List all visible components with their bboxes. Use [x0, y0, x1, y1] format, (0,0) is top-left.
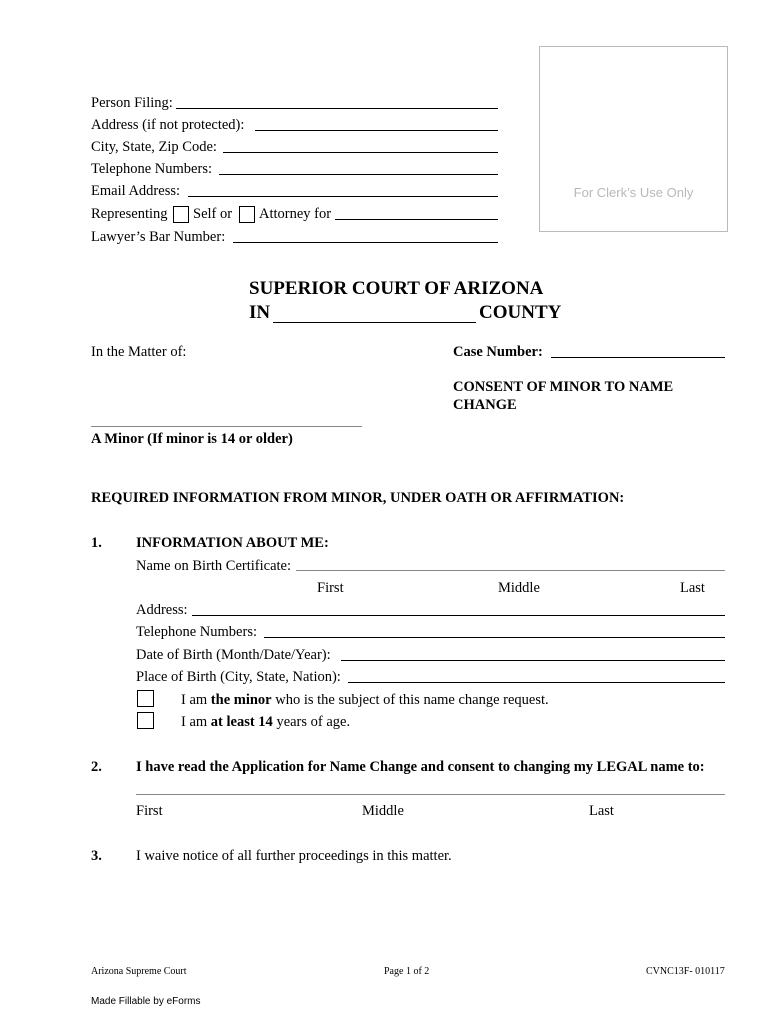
footer-court: Arizona Supreme Court — [91, 966, 187, 977]
email-field[interactable] — [188, 196, 498, 197]
age-14-checkbox[interactable] — [137, 712, 154, 729]
place-of-birth-label: Place of Birth (City, State, Nation): — [136, 669, 341, 685]
person-filing-field[interactable] — [176, 108, 498, 109]
minor-telephone-field[interactable] — [264, 637, 725, 638]
minor-telephone-label: Telephone Numbers: — [136, 624, 257, 640]
birth-cert-middle-label: Middle — [498, 580, 540, 596]
county-field[interactable] — [273, 322, 476, 323]
place-of-birth-field[interactable] — [348, 682, 725, 683]
representing-label: Representing — [91, 206, 168, 222]
new-name-middle-label: Middle — [362, 803, 404, 819]
required-info-heading: REQUIRED INFORMATION FROM MINOR, UNDER OATH OR AFFIRMATION: — [91, 490, 625, 506]
document-title-line1: CONSENT OF MINOR TO NAME — [453, 379, 674, 395]
birth-cert-first-label: First — [317, 580, 344, 596]
footer-page: Page 1 of 2 — [384, 966, 430, 977]
age-14-statement: I am at least 14 years of age. — [181, 714, 351, 730]
document-title-line2: CHANGE — [453, 397, 517, 413]
address-label: Address (if not protected): — [91, 117, 245, 133]
is-minor-statement: I am the minor who is the subject of this name change request. — [181, 692, 549, 708]
is-minor-checkbox[interactable] — [137, 690, 154, 707]
telephone-field[interactable] — [219, 174, 498, 175]
bar-number-field[interactable] — [233, 242, 498, 243]
telephone-label: Telephone Numbers: — [91, 161, 212, 177]
minor-name-field[interactable] — [91, 426, 362, 427]
email-label: Email Address: — [91, 183, 181, 199]
birth-cert-last-label: Last — [680, 580, 705, 596]
section1-heading: INFORMATION ABOUT ME: — [136, 535, 329, 551]
matter-of-label: In the Matter of: — [91, 344, 187, 360]
birth-cert-name-field[interactable] — [296, 570, 725, 571]
city-state-zip-label: City, State, Zip Code: — [91, 139, 217, 155]
new-name-first-label: First — [136, 803, 163, 819]
attorney-for-field[interactable] — [335, 219, 498, 220]
dob-label: Date of Birth (Month/Date/Year): — [136, 647, 331, 663]
person-filing-label: Person Filing: — [91, 95, 173, 111]
made-fillable-label: Made Fillable by eForms — [91, 996, 201, 1007]
minor-address-field[interactable] — [192, 615, 725, 616]
court-county-label: COUNTY — [479, 302, 562, 323]
clerk-use-box — [539, 46, 728, 232]
new-name-last-label: Last — [589, 803, 614, 819]
case-number-label: Case Number: — [453, 344, 543, 360]
section2-number: 2. — [91, 759, 102, 775]
address-field[interactable] — [255, 130, 498, 131]
court-in-label: IN — [249, 302, 271, 323]
self-checkbox[interactable] — [173, 206, 189, 223]
self-or-label: Self or — [193, 206, 233, 222]
court-title: SUPERIOR COURT OF ARIZONA — [249, 278, 544, 299]
section3-text: I waive notice of all further proceedings in this matter. — [136, 848, 452, 864]
dob-field[interactable] — [341, 660, 725, 661]
clerk-use-label: For Clerk’s Use Only — [573, 185, 694, 200]
bar-number-label: Lawyer’s Bar Number: — [91, 229, 226, 245]
city-state-zip-field[interactable] — [223, 152, 498, 153]
minor-label: A Minor (If minor is 14 or older) — [91, 431, 293, 447]
new-legal-name-field[interactable] — [136, 794, 725, 795]
footer-form-code: CVNC13F- 010117 — [646, 966, 725, 977]
section3-number: 3. — [91, 848, 102, 864]
attorney-for-label: Attorney for — [259, 206, 332, 222]
section2-text: I have read the Application for Name Change and consent to changing my LEGAL name to: — [136, 759, 705, 775]
birth-cert-name-label: Name on Birth Certificate: — [136, 558, 292, 574]
minor-address-label: Address: — [136, 602, 188, 618]
case-number-field[interactable] — [551, 357, 725, 358]
section1-number: 1. — [91, 535, 102, 551]
attorney-checkbox[interactable] — [239, 206, 255, 223]
